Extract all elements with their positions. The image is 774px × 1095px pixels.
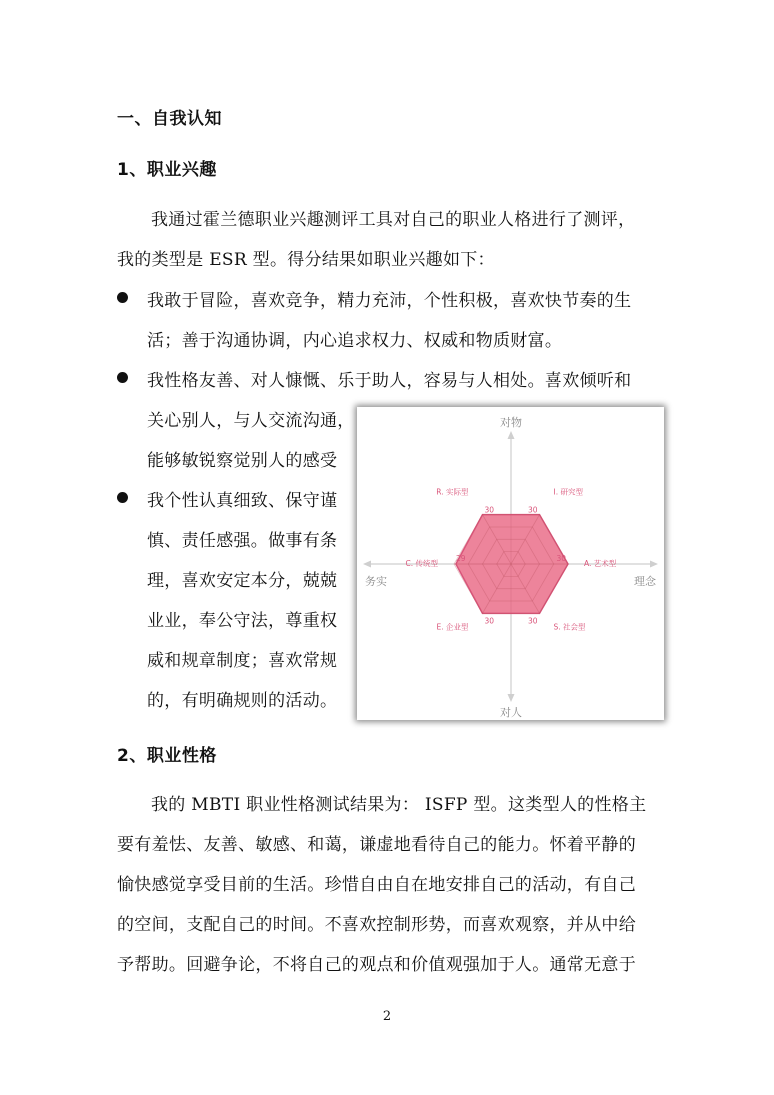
page-number: 2	[382, 1009, 392, 1024]
paragraph-line: 我通过霍兰德职业兴趣测评工具对自己的职业人格进行了测评，	[151, 210, 636, 230]
paragraph-line: 要有羞怯、友善、敏感、和蔼，谦虚地看待自己的能力。怀着平静的	[117, 835, 636, 855]
radar-value-label: 30	[527, 505, 538, 515]
bullet-line: 的，有明确规则的活动。	[147, 691, 338, 711]
subheading-career-interest: 1、职业兴趣	[117, 160, 217, 180]
radar-category-label: S. 社会型	[553, 622, 586, 632]
radar-chart-svg	[357, 407, 664, 720]
holland-radar-chart	[357, 407, 664, 720]
paragraph-line: 愉快感觉享受目前的生活。珍惜自由自在地安排自己的活动，有自己	[117, 875, 636, 895]
bullet-icon	[117, 372, 128, 383]
bullet-line: 能够敏锐察觉别人的感受	[147, 451, 338, 471]
radar-category-label: E. 企业型	[436, 622, 469, 632]
bullet-line: 活；善于沟通协调，内心追求权力、权威和物质财富。	[147, 331, 563, 351]
axis-label-left: 务实	[365, 575, 387, 588]
axis-label-right: 理念	[634, 575, 656, 588]
subheading-career-personality: 2、职业性格	[117, 746, 217, 766]
radar-value-label: 30	[556, 554, 566, 563]
bullet-line: 我性格友善、对人慷慨、乐于助人，容易与人相处。喜欢倾听和	[147, 371, 632, 391]
axis-arrow-down-icon	[508, 694, 515, 702]
bullet-line: 威和规章制度；喜欢常规	[147, 651, 338, 671]
axis-arrow-up-icon	[508, 431, 515, 439]
axis-arrow-right-icon	[650, 561, 658, 568]
bullet-line: 业业，奉公守法，尊重权	[147, 611, 338, 631]
paragraph-line: 予帮助。回避争论，不将自己的观点和价值观强加于人。通常无意于	[117, 955, 636, 975]
radar-value-label: 29	[456, 554, 466, 563]
section-heading: 一、自我认知	[117, 109, 222, 129]
radar-category-label: C. 传统型	[405, 559, 438, 568]
radar-value-label: 30	[527, 616, 538, 626]
bullet-line: 理，喜欢安定本分，兢兢	[147, 571, 338, 591]
bullet-icon	[117, 292, 128, 303]
radar-category-label: R. 实际型	[436, 487, 469, 497]
radar-category-label: A. 艺术型	[584, 559, 617, 568]
axis-label-top: 对物	[500, 416, 522, 429]
paragraph-line: 我的 MBTI 职业性格测试结果为： ISFP 型。这类型人的性格主	[151, 795, 647, 815]
bullet-line: 我敢于冒险，喜欢竞争，精力充沛，个性积极，喜欢快节奏的生	[147, 291, 632, 311]
axis-arrow-left-icon	[363, 561, 371, 568]
bullet-line: 关心别人，与人交流沟通，	[147, 411, 355, 431]
bullet-line: 慎、责任感强。做事有条	[147, 531, 338, 551]
bullet-icon	[117, 492, 128, 503]
paragraph-line: 的空间，支配自己的时间。不喜欢控制形势，而喜欢观察，并从中给	[117, 915, 636, 935]
radar-category-label: I. 研究型	[553, 487, 583, 497]
axis-label-bottom: 对人	[500, 706, 522, 719]
radar-value-label: 30	[484, 505, 495, 515]
paragraph-line: 我的类型是 ESR 型。得分结果如职业兴趣如下：	[117, 250, 495, 270]
bullet-line: 我个性认真细致、保守谨	[147, 491, 338, 511]
radar-value-label: 30	[484, 616, 495, 626]
